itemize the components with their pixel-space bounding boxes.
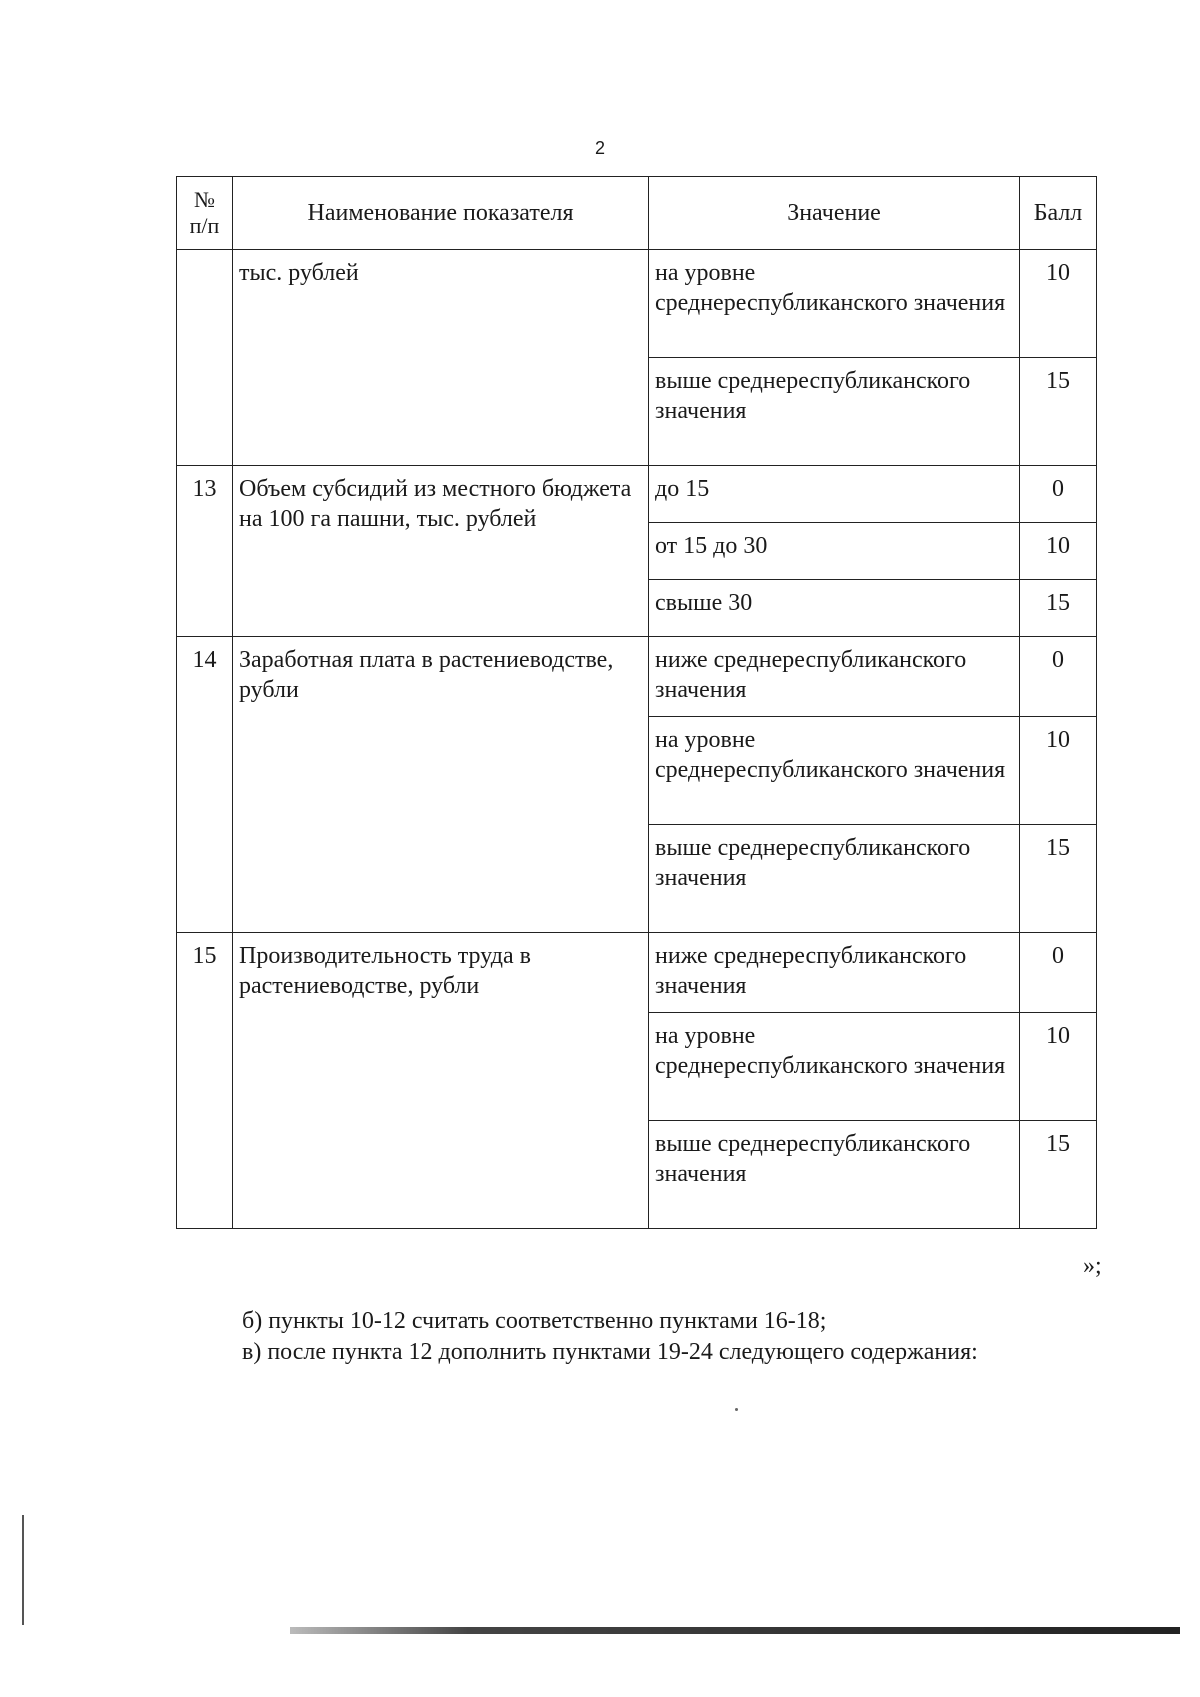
indicator-name: Объем субсидий из местного бюджета на 100 га пашни, тыс. рублей [233, 466, 649, 637]
indicator-value: ниже среднереспубликанского значения [649, 637, 1020, 717]
indicator-value: от 15 до 30 [649, 523, 1020, 580]
indicator-name: Производительность труда в растениеводстве, рубли [233, 933, 649, 1229]
indicator-score: 0 [1020, 466, 1097, 523]
row-num [177, 250, 233, 466]
indicator-score: 10 [1020, 717, 1097, 825]
header-num: № п/п [177, 177, 233, 250]
indicator-value: на уровне среднереспубликанского значения [649, 717, 1020, 825]
indicator-value: до 15 [649, 466, 1020, 523]
table-row [177, 637, 1097, 717]
table-header-row [177, 177, 1097, 250]
header-name: Наименование показателя [233, 177, 649, 250]
indicator-score: 10 [1020, 250, 1097, 358]
closing-quote: »; [1083, 1253, 1102, 1279]
indicator-score: 15 [1020, 358, 1097, 466]
scan-artifact-line [22, 1515, 24, 1625]
row-num: 15 [177, 933, 233, 1229]
indicator-value: свыше 30 [649, 580, 1020, 637]
indicator-value: выше среднереспубликанского значения [649, 358, 1020, 466]
indicator-score: 15 [1020, 1121, 1097, 1229]
indicator-value: выше среднереспубликанского значения [649, 1121, 1020, 1229]
indicator-name: тыс. рублей [233, 250, 649, 466]
row-num: 13 [177, 466, 233, 637]
indicator-score: 10 [1020, 1013, 1097, 1121]
indicator-value: ниже среднереспубликанского значения [649, 933, 1020, 1013]
indicator-score: 10 [1020, 523, 1097, 580]
indicator-value: на уровне среднереспубликанского значения [649, 250, 1020, 358]
table-row [177, 250, 1097, 358]
indicator-name: Заработная плата в растениеводстве, рубли [233, 637, 649, 933]
paragraph-c: в) после пункта 12 дополнить пунктами 19-24 следующего содержания: [242, 1339, 978, 1365]
scan-speck [735, 1408, 738, 1411]
table-row [177, 466, 1097, 523]
indicator-score: 15 [1020, 580, 1097, 637]
indicator-value: выше среднереспубликанского значения [649, 825, 1020, 933]
indicator-value: на уровне среднереспубликанского значения [649, 1013, 1020, 1121]
row-num: 14 [177, 637, 233, 933]
scan-artifact-bar [290, 1627, 1180, 1634]
table-row [177, 933, 1097, 1013]
header-value: Значение [649, 177, 1020, 250]
page-number: 2 [594, 138, 605, 158]
indicator-score: 0 [1020, 933, 1097, 1013]
indicator-score: 15 [1020, 825, 1097, 933]
indicator-score: 0 [1020, 637, 1097, 717]
header-score: Балл [1020, 177, 1097, 250]
paragraph-b: б) пункты 10-12 считать соответственно пунктами 16-18; [242, 1308, 827, 1334]
indicator-table [176, 176, 1097, 1229]
